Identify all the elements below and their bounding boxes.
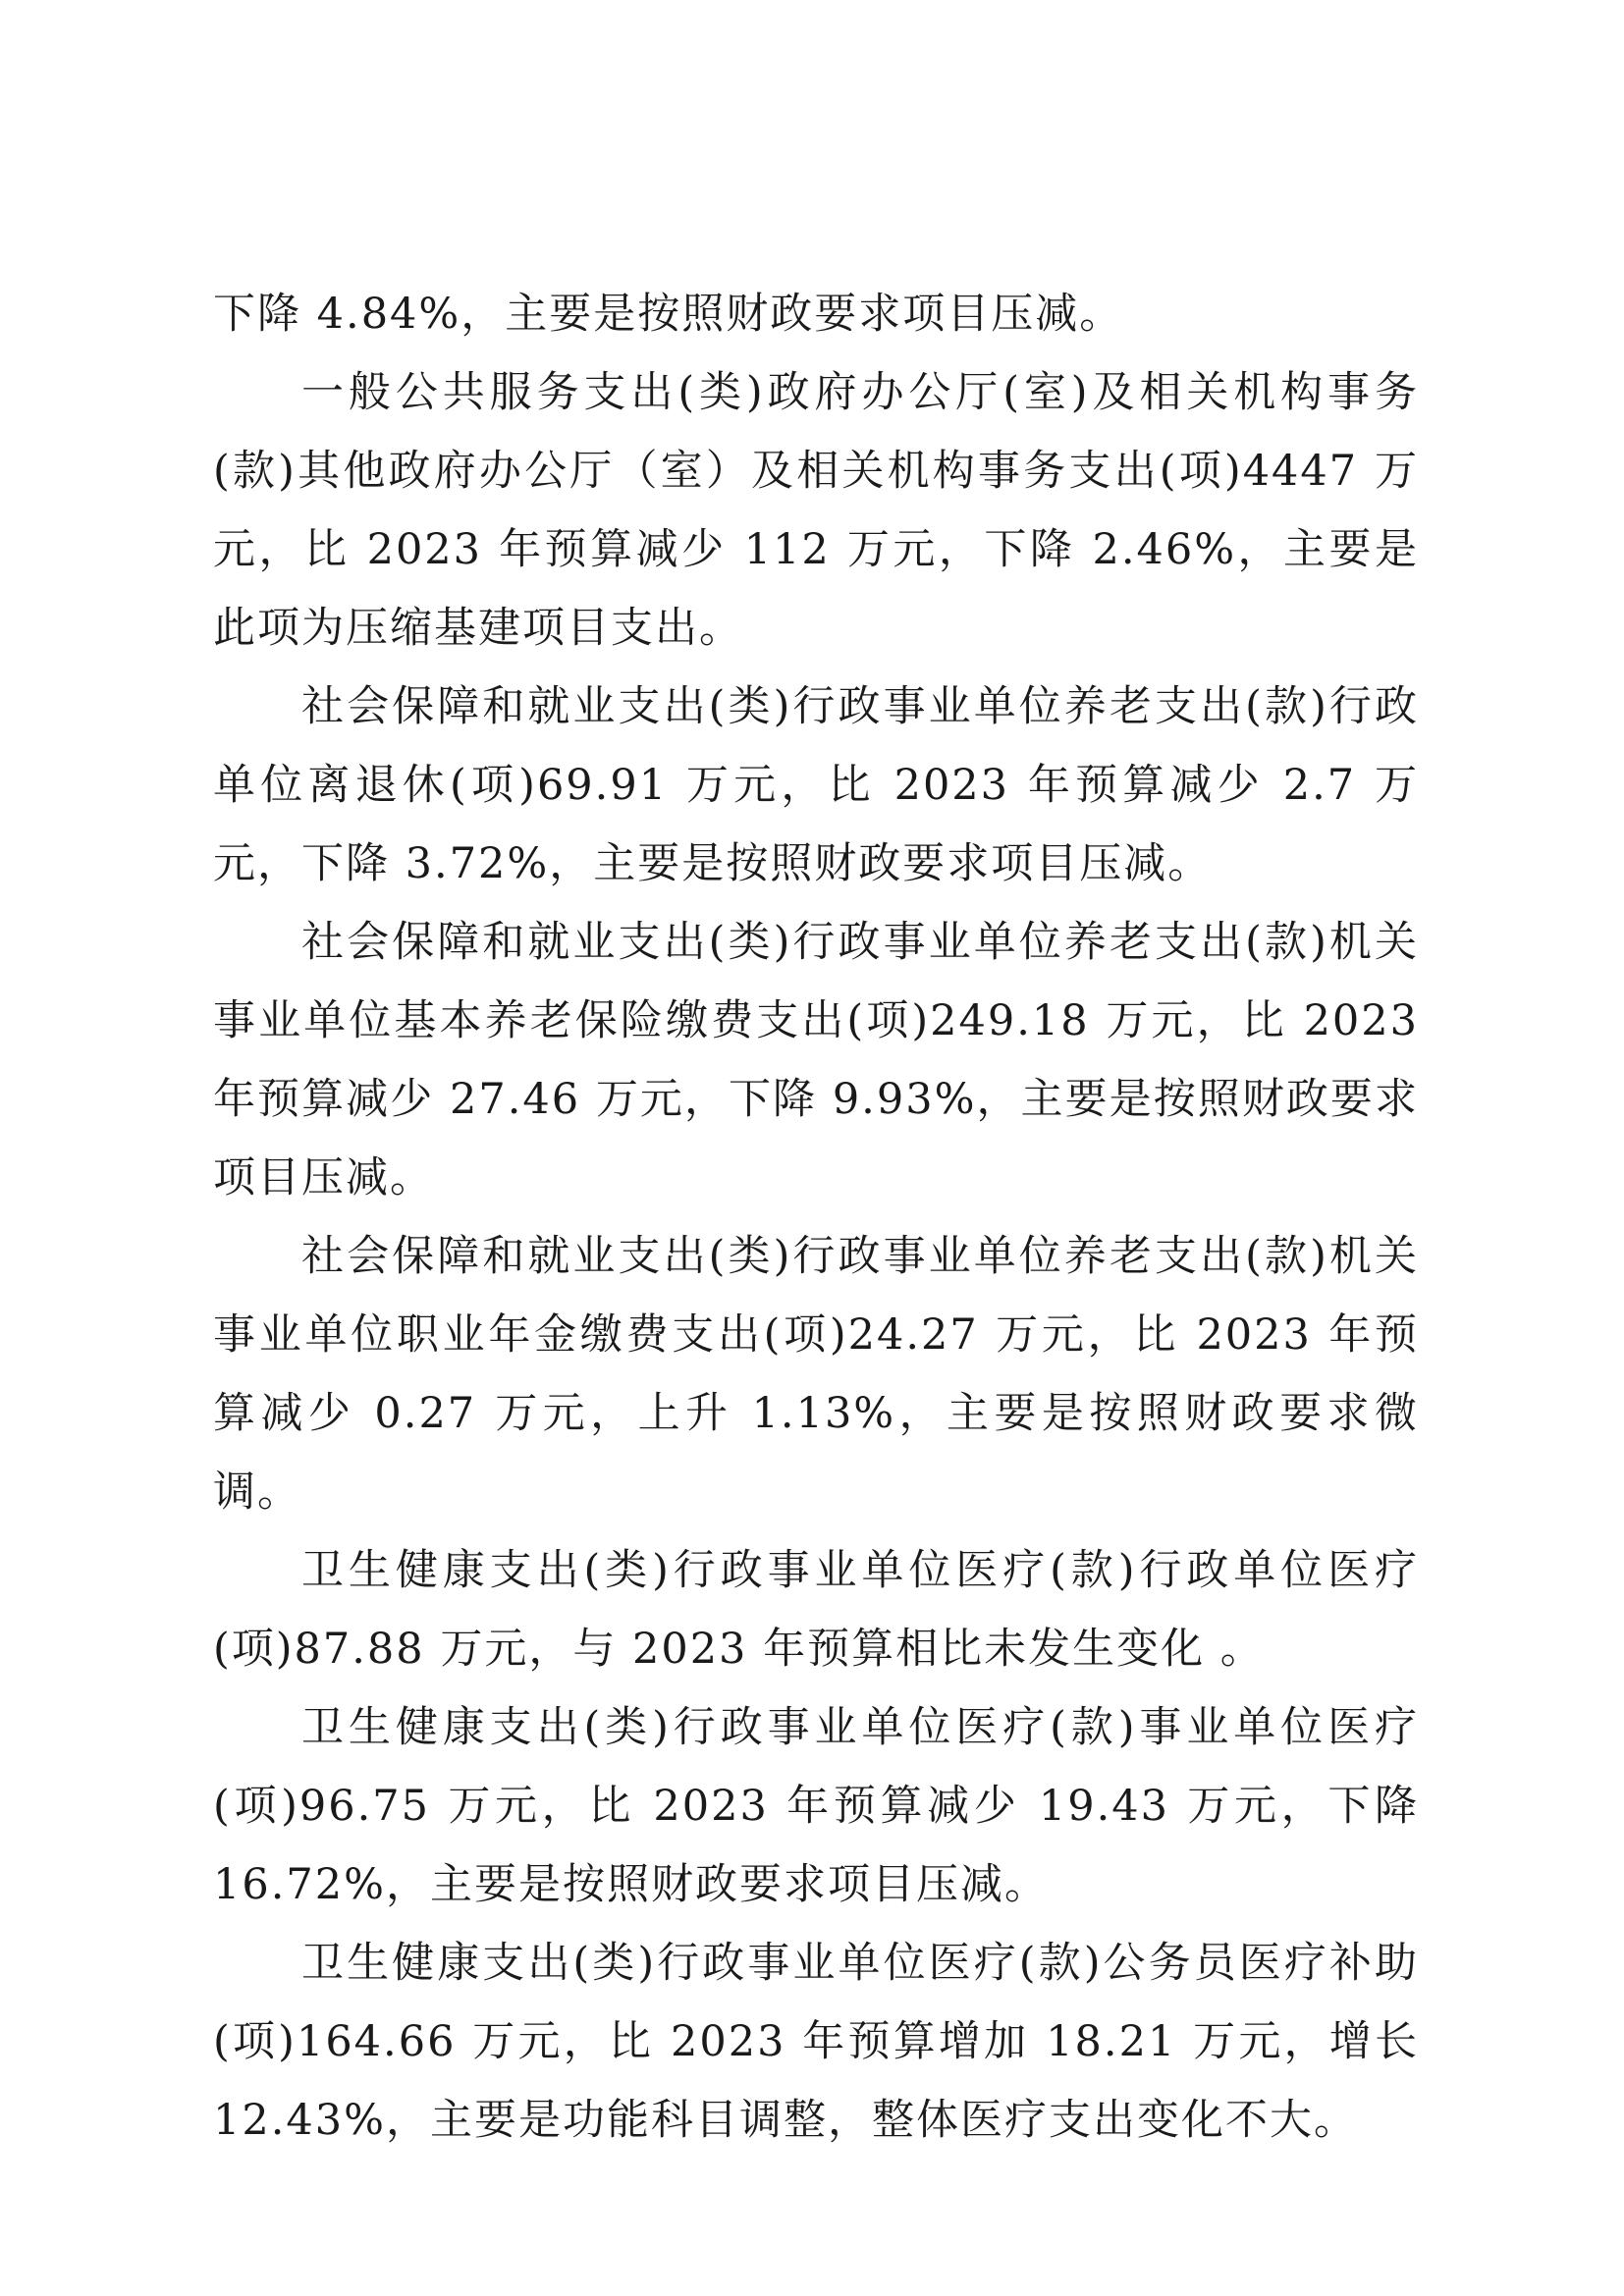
paragraph-continuation: 下降 4.84%，主要是按照财政要求项目压减。 [213, 290, 1124, 339]
paragraph-general-public-services: 一般公共服务支出(类)政府办公厅(室)及相关机构事务(款)其他政府办公厅（室）及相关机构事务支出(项)4447 万元，比 2023 年预算减少 112 万元，下降 2.46%，主要是此项为压缩基建项目支出。 [213, 368, 1419, 653]
document-body [213, 275, 1419, 2160]
paragraph-retirement-admin: 社会保障和就业支出(类)行政事业单位养老支出(款)行政单位离退休(项)69.91 万元，比 2023 年预算减少 2.7 万元，下降 3.72%，主要是按照财政要求项目压减。 [213, 682, 1419, 888]
paragraph-pension-insurance: 社会保障和就业支出(类)行政事业单位养老支出(款)机关事业单位基本养老保险缴费支出(项)249.18 万元，比 2023 年预算减少 27.46 万元，下降 9.93%，主要是按照财政要求项目压减。 [213, 918, 1419, 1202]
paragraph-institution-medical: 卫生健康支出(类)行政事业单位医疗(款)事业单位医疗(项)96.75 万元，比 2023 年预算减少 19.43 万元，下降 16.72%，主要是按照财政要求项目压减。 [213, 1703, 1419, 1909]
paragraph-admin-medical: 卫生健康支出(类)行政事业单位医疗(款)行政单位医疗(项)87.88 万元，与 2023 年预算相比未发生变化 。 [213, 1546, 1419, 1674]
paragraph-civil-servant-medical: 卫生健康支出(类)行政事业单位医疗(款)公务员医疗补助(项)164.66 万元，比 2023 年预算增加 18.21 万元，增长 12.43%，主要是功能科目调整，整体医疗支出变化不大。 [213, 1939, 1419, 2145]
paragraph-occupational-annuity: 社会保障和就业支出(类)行政事业单位养老支出(款)机关事业单位职业年金缴费支出(项)24.27 万元，比 2023 年预算减少 0.27 万元，上升 1.13%，主要是按照财政要求微调。 [213, 1232, 1419, 1517]
